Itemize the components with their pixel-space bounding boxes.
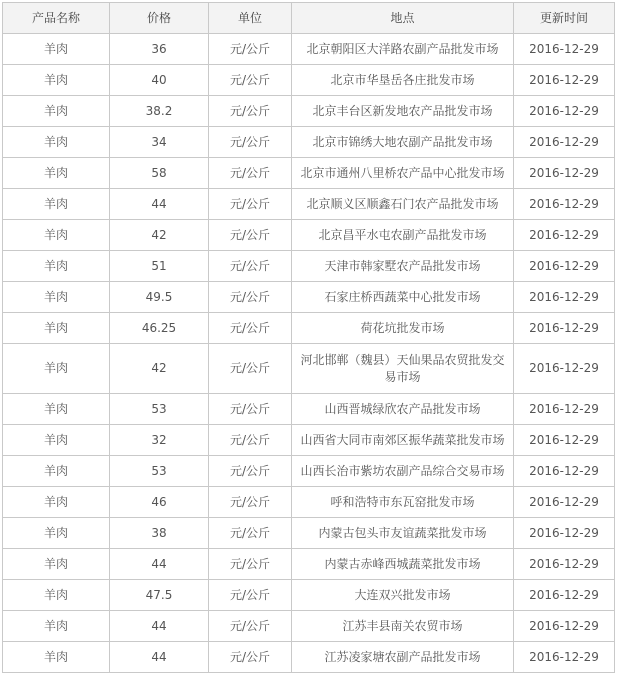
update-time-cell: 2016-12-29 <box>514 549 615 580</box>
location-cell: 山西省大同市南郊区振华蔬菜批发市场 <box>292 425 514 456</box>
price-cell: 38.2 <box>110 96 209 127</box>
product-name-cell: 羊肉 <box>3 344 110 394</box>
price-table <box>2 2 615 673</box>
table-row <box>3 65 615 96</box>
table-row <box>3 487 615 518</box>
table-row <box>3 282 615 313</box>
location-cell: 北京市华垦岳各庄批发市场 <box>292 65 514 96</box>
update-time-cell: 2016-12-29 <box>514 642 615 673</box>
unit-cell: 元/公斤 <box>209 580 292 611</box>
table-row <box>3 344 615 394</box>
table-row <box>3 96 615 127</box>
update-time-cell: 2016-12-29 <box>514 282 615 313</box>
product-name-cell: 羊肉 <box>3 487 110 518</box>
location-cell: 内蒙古包头市友谊蔬菜批发市场 <box>292 518 514 549</box>
table-body <box>3 34 615 673</box>
update-time-cell: 2016-12-29 <box>514 580 615 611</box>
price-cell: 44 <box>110 611 209 642</box>
table-row <box>3 611 615 642</box>
location-cell: 北京朝阳区大洋路农副产品批发市场 <box>292 34 514 65</box>
table-row <box>3 158 615 189</box>
location-cell: 荷花坑批发市场 <box>292 313 514 344</box>
table-row <box>3 580 615 611</box>
unit-cell: 元/公斤 <box>209 65 292 96</box>
location-cell: 石家庄桥西蔬菜中心批发市场 <box>292 282 514 313</box>
unit-cell: 元/公斤 <box>209 642 292 673</box>
table-row <box>3 456 615 487</box>
unit-cell: 元/公斤 <box>209 518 292 549</box>
update-time-cell: 2016-12-29 <box>514 487 615 518</box>
product-name-cell: 羊肉 <box>3 611 110 642</box>
table-row <box>3 220 615 251</box>
unit-cell: 元/公斤 <box>209 611 292 642</box>
unit-cell: 元/公斤 <box>209 425 292 456</box>
update-time-cell: 2016-12-29 <box>514 251 615 282</box>
table-header-row <box>3 3 615 34</box>
update-time-cell: 2016-12-29 <box>514 127 615 158</box>
table-row <box>3 189 615 220</box>
product-name-cell: 羊肉 <box>3 220 110 251</box>
column-header-product-name: 产品名称 <box>3 3 110 34</box>
location-cell: 江苏凌家塘农副产品批发市场 <box>292 642 514 673</box>
location-cell: 江苏丰县南关农贸市场 <box>292 611 514 642</box>
update-time-cell: 2016-12-29 <box>514 394 615 425</box>
product-name-cell: 羊肉 <box>3 456 110 487</box>
unit-cell: 元/公斤 <box>209 220 292 251</box>
update-time-cell: 2016-12-29 <box>514 220 615 251</box>
table-row <box>3 642 615 673</box>
location-cell: 北京昌平水屯农副产品批发市场 <box>292 220 514 251</box>
price-cell: 53 <box>110 456 209 487</box>
update-time-cell: 2016-12-29 <box>514 96 615 127</box>
table-row <box>3 425 615 456</box>
price-cell: 36 <box>110 34 209 65</box>
update-time-cell: 2016-12-29 <box>514 34 615 65</box>
product-name-cell: 羊肉 <box>3 313 110 344</box>
product-name-cell: 羊肉 <box>3 394 110 425</box>
price-cell: 58 <box>110 158 209 189</box>
unit-cell: 元/公斤 <box>209 456 292 487</box>
unit-cell: 元/公斤 <box>209 189 292 220</box>
product-name-cell: 羊肉 <box>3 96 110 127</box>
price-cell: 47.5 <box>110 580 209 611</box>
table-row <box>3 518 615 549</box>
location-cell: 北京市锦绣大地农副产品批发市场 <box>292 127 514 158</box>
price-cell: 42 <box>110 344 209 394</box>
update-time-cell: 2016-12-29 <box>514 425 615 456</box>
product-name-cell: 羊肉 <box>3 158 110 189</box>
price-cell: 32 <box>110 425 209 456</box>
unit-cell: 元/公斤 <box>209 34 292 65</box>
update-time-cell: 2016-12-29 <box>514 456 615 487</box>
location-cell: 呼和浩特市东瓦窑批发市场 <box>292 487 514 518</box>
product-name-cell: 羊肉 <box>3 282 110 313</box>
location-cell: 天津市韩家墅农产品批发市场 <box>292 251 514 282</box>
table-row <box>3 549 615 580</box>
update-time-cell: 2016-12-29 <box>514 611 615 642</box>
product-name-cell: 羊肉 <box>3 127 110 158</box>
product-name-cell: 羊肉 <box>3 642 110 673</box>
update-time-cell: 2016-12-29 <box>514 344 615 394</box>
product-name-cell: 羊肉 <box>3 580 110 611</box>
table-row <box>3 313 615 344</box>
column-header-update-time: 更新时间 <box>514 3 615 34</box>
unit-cell: 元/公斤 <box>209 158 292 189</box>
location-cell: 河北邯郸（魏县）天仙果品农贸批发交易市场 <box>292 344 514 394</box>
price-cell: 42 <box>110 220 209 251</box>
price-cell: 53 <box>110 394 209 425</box>
location-cell: 内蒙古赤峰西城蔬菜批发市场 <box>292 549 514 580</box>
update-time-cell: 2016-12-29 <box>514 189 615 220</box>
unit-cell: 元/公斤 <box>209 251 292 282</box>
unit-cell: 元/公斤 <box>209 344 292 394</box>
price-cell: 44 <box>110 549 209 580</box>
update-time-cell: 2016-12-29 <box>514 158 615 189</box>
unit-cell: 元/公斤 <box>209 549 292 580</box>
location-cell: 大连双兴批发市场 <box>292 580 514 611</box>
price-cell: 46.25 <box>110 313 209 344</box>
unit-cell: 元/公斤 <box>209 487 292 518</box>
update-time-cell: 2016-12-29 <box>514 65 615 96</box>
table-row <box>3 394 615 425</box>
price-cell: 44 <box>110 642 209 673</box>
unit-cell: 元/公斤 <box>209 282 292 313</box>
price-cell: 40 <box>110 65 209 96</box>
price-cell: 49.5 <box>110 282 209 313</box>
product-name-cell: 羊肉 <box>3 251 110 282</box>
table-row <box>3 34 615 65</box>
unit-cell: 元/公斤 <box>209 394 292 425</box>
unit-cell: 元/公斤 <box>209 313 292 344</box>
table-row <box>3 127 615 158</box>
unit-cell: 元/公斤 <box>209 127 292 158</box>
product-name-cell: 羊肉 <box>3 549 110 580</box>
product-name-cell: 羊肉 <box>3 34 110 65</box>
location-cell: 北京丰台区新发地农产品批发市场 <box>292 96 514 127</box>
product-name-cell: 羊肉 <box>3 65 110 96</box>
product-name-cell: 羊肉 <box>3 425 110 456</box>
price-cell: 38 <box>110 518 209 549</box>
price-cell: 46 <box>110 487 209 518</box>
column-header-location: 地点 <box>292 3 514 34</box>
location-cell: 山西晋城绿欣农产品批发市场 <box>292 394 514 425</box>
price-cell: 51 <box>110 251 209 282</box>
price-cell: 44 <box>110 189 209 220</box>
column-header-price: 价格 <box>110 3 209 34</box>
location-cell: 北京市通州八里桥农产品中心批发市场 <box>292 158 514 189</box>
update-time-cell: 2016-12-29 <box>514 518 615 549</box>
location-cell: 山西长治市紫坊农副产品综合交易市场 <box>292 456 514 487</box>
update-time-cell: 2016-12-29 <box>514 313 615 344</box>
table-row <box>3 251 615 282</box>
unit-cell: 元/公斤 <box>209 96 292 127</box>
price-cell: 34 <box>110 127 209 158</box>
column-header-unit: 单位 <box>209 3 292 34</box>
product-name-cell: 羊肉 <box>3 189 110 220</box>
location-cell: 北京顺义区顺鑫石门农产品批发市场 <box>292 189 514 220</box>
product-name-cell: 羊肉 <box>3 518 110 549</box>
